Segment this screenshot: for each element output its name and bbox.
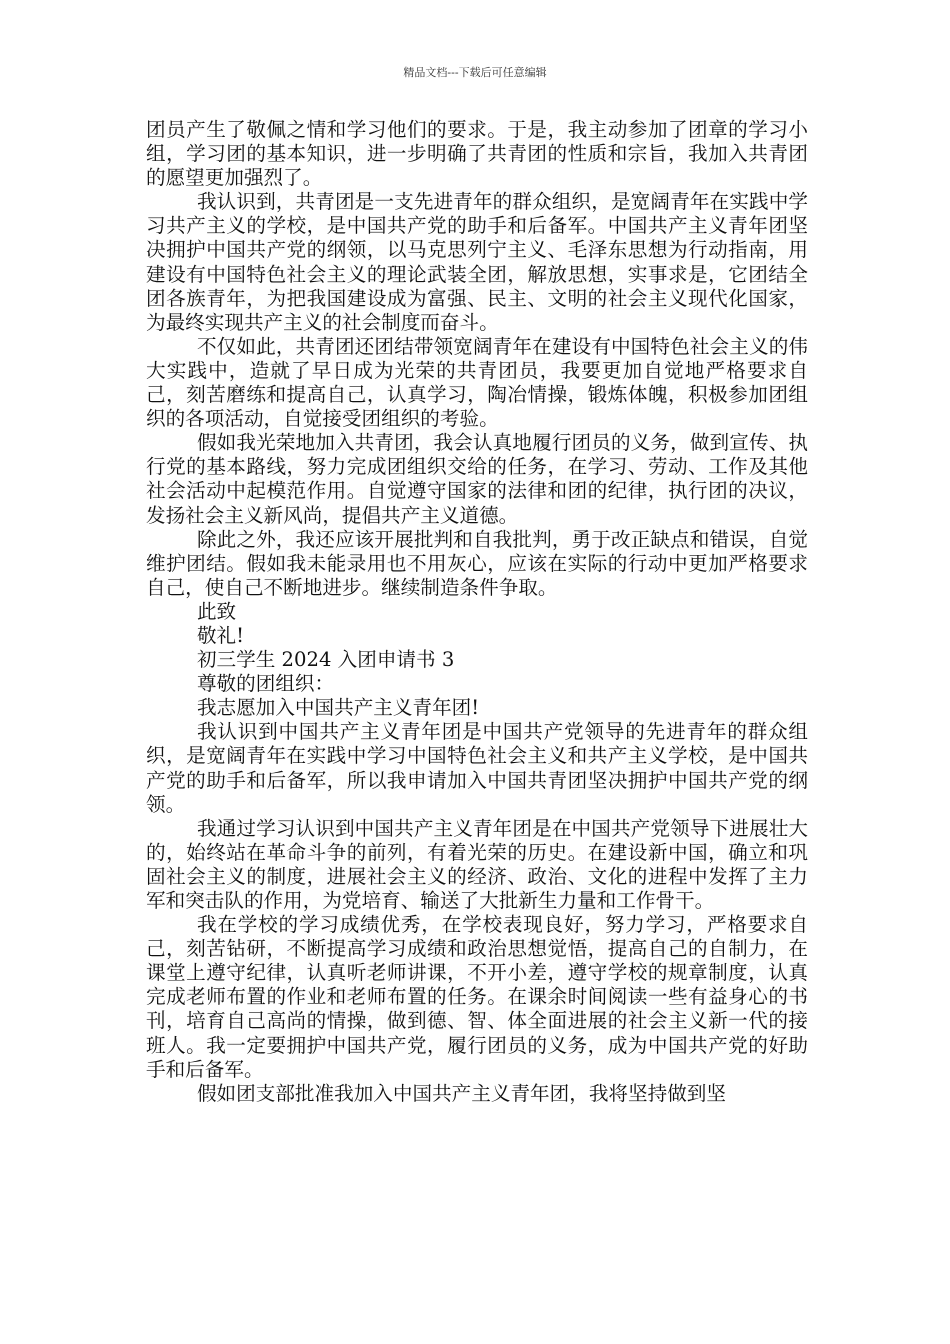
paragraph-1: 团员产生了敬佩之情和学习他们的要求。于是，我主动参加了团章的学习小组，学习团的基本知识，进一步明确了共青团的性质和宗旨，我加入共青团的愿望更加强烈了。 (146, 118, 808, 190)
paragraph-6: 我志愿加入中国共产主义青年团! (196, 696, 480, 720)
section-title: 初三学生 2024 入团申请书 3 (196, 648, 455, 672)
paragraph-5: 除此之外，我还应该开展批判和自我批判，勇于改正缺点和错误，自觉维护团结。假如我未能录用也不用灰心，应该在实际的行动中更加严格要求自己，使自己不断地进步。继续制造条件争取。 (146, 527, 808, 599)
paragraph-3: 不仅如此，共青团还团结带领宽阔青年在建设有中国特色社会主义的伟大实践中，造就了早日成为光荣的共青团员，我要更加自觉地严格要求自己，刻苦磨练和提高自己，认真学习，陶冶情操，锻炼体魄，积极参加团组织的各项活动，自觉接受团组织的考验。 (146, 334, 808, 431)
letter-greeting: 尊敬的团组织： (196, 672, 335, 696)
document-body (146, 118, 808, 1106)
paragraph-9: 我在学校的学习成绩优秀，在学校表现良好，努力学习，严格要求自己，刻苦钻研，不断提高学习成绩和政治思想觉悟，提高自己的自制力，在课堂上遵守纪律，认真听老师讲课，不开小差，遵守学校的规章制度，认真完成老师布置的作业和老师布置的任务。在课余时间阅读一些有益身心的书刊，培育自己高尚的情操，做到德、智、体全面进展的社会主义新一代的接班人。我一定要拥护中国共产党，履行团员的义务，成为中国共产党的好助手和后备军。 (146, 913, 808, 1081)
paragraph-7: 我认识到中国共产主义青年团是中国共产党领导的先进青年的群众组织，是宽阔青年在实践中学习中国特色社会主义和共产主义学校，是中国共产党的助手和后备军，所以我申请加入中国共青团坚决拥护中国共产党的纲领。 (146, 720, 808, 816)
page-header: 精品文档---下载后可任意编辑 (403, 66, 547, 79)
paragraph-8: 我通过学习认识到中国共产主义青年团是在中国共产党领导下进展壮大的，始终站在革命斗争的前列，有着光荣的历史。在建设新中国，确立和巩固社会主义的制度，进展社会主义的经济、政治、文化的进程中发挥了主力军和突击队的作用，为党培育、输送了大批新生力量和工作骨干。 (146, 816, 808, 912)
paragraph-10: 假如团支部批准我加入中国共产主义青年团，我将坚持做到坚 (196, 1081, 726, 1105)
closing-salutation: 此致 (196, 599, 237, 623)
paragraph-2: 我认识到，共青团是一支先进青年的群众组织，是宽阔青年在实践中学习共产主义的学校，是中国共产党的助手和后备军。中国共产主义青年团坚决拥护中国共产党的纲领，以马克思列宁主义、毛泽东思想为行动指南，用建设有中国特色社会主义的理论武装全团，解放思想，实事求是，它团结全团各族青年，为把我国建设成为富强、民主、文明的社会主义现代化国家，为最终实现共产主义的社会制度而奋斗。 (146, 190, 808, 334)
closing-regards: 敬礼! (196, 623, 245, 647)
paragraph-4: 假如我光荣地加入共青团，我会认真地履行团员的义务，做到宣传、执行党的基本路线，努力完成团组织交给的任务，在学习、劳动、工作及其他社会活动中起模范作用。自觉遵守国家的法律和团的纪律，执行团的决议，发扬社会主义新风尚，提倡共产主义道德。 (146, 431, 808, 527)
